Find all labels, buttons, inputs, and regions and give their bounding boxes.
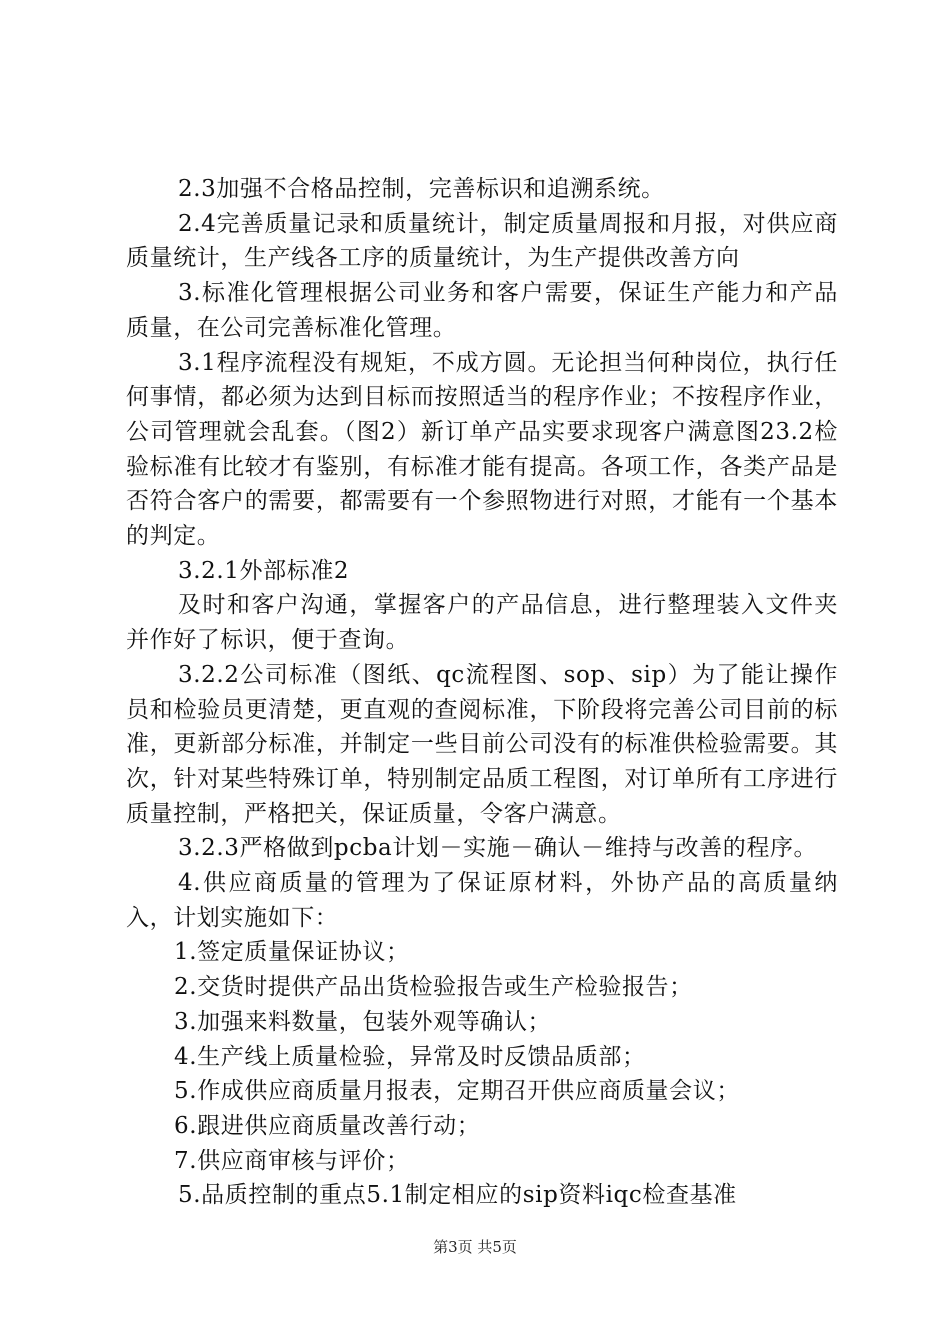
paragraph-2-3: 2.3加强不合格品控制，完善标识和追溯系统。 xyxy=(178,176,665,202)
paragraph-4: 4.供应商质量的管理为了保证原材料，外协产品的高质量纳入，计划实施如下： xyxy=(126,870,838,931)
document-body xyxy=(126,172,838,1213)
list-item: 7.供应商审核与评价； xyxy=(174,1147,410,1174)
paragraph-customer-communication: 及时和客户沟通，掌握客户的产品信息，进行整理装入文件夹并作好了标识，便于查询。 xyxy=(126,592,838,654)
list-item: 6.跟进供应商质量改善行动； xyxy=(174,1112,481,1139)
paragraph-3-1: 3.1程序流程没有规矩，不成方圆。无论担当何种岗位，执行任何事情，都必须为达到目标而按照适当的程序作业；不按程序作业，公司管理就会乱套。（图2）新订单产品实要求现客户满意图23.2检验标准有比较才有鉴别，有标准才能有提高。各项工作，各类产品是否符合客户的需要，都需要有一个参照物进行对照，才能有一个基本的判定。 xyxy=(126,349,838,550)
paragraph-3: 3.标准化管理根据公司业务和客户需要，保证生产能力和产品质量，在公司完善标准化管理。 xyxy=(126,280,838,341)
paragraph-3-2-1: 3.2.1外部标准2 xyxy=(178,557,350,584)
paragraph-3-2-3: 3.2.3严格做到pcba计划－实施－确认－维持与改善的程序。 xyxy=(178,835,818,862)
list-item: 2.交货时提供产品出货检验报告或生产检验报告； xyxy=(174,974,693,1001)
list-item: 4.生产线上质量检验，异常及时反馈品质部； xyxy=(174,1043,646,1070)
paragraph-5: 5.品质控制的重点5.1制定相应的sip资料iqc检查基准 xyxy=(178,1182,737,1209)
list-item: 5.作成供应商质量月报表，定期召开供应商质量会议； xyxy=(174,1078,740,1105)
page-footer: 第3页 共5页 xyxy=(433,1238,517,1256)
list-item: 3.加强来料数量，包装外观等确认； xyxy=(174,1008,552,1035)
paragraph-3-2-2: 3.2.2公司标准（图纸、qc流程图、sop、sip）为了能让操作员和检验员更清楚，更直观的查阅标准，下阶段将完善公司目前的标准，更新部分标准，并制定一些目前公司没有的标准供检验需要。其次，针对某些特殊订单，特别制定品质工程图，对订单所有工序进行质量控制，严格把关，保证质量，令客户满意。 xyxy=(126,661,838,827)
list-item: 1.签定质量保证协议； xyxy=(174,939,410,966)
paragraph-2-4: 2.4完善质量记录和质量统计，制定质量周报和月报，对供应商质量统计，生产线各工序的质量统计，为生产提供改善方向 xyxy=(126,210,838,272)
